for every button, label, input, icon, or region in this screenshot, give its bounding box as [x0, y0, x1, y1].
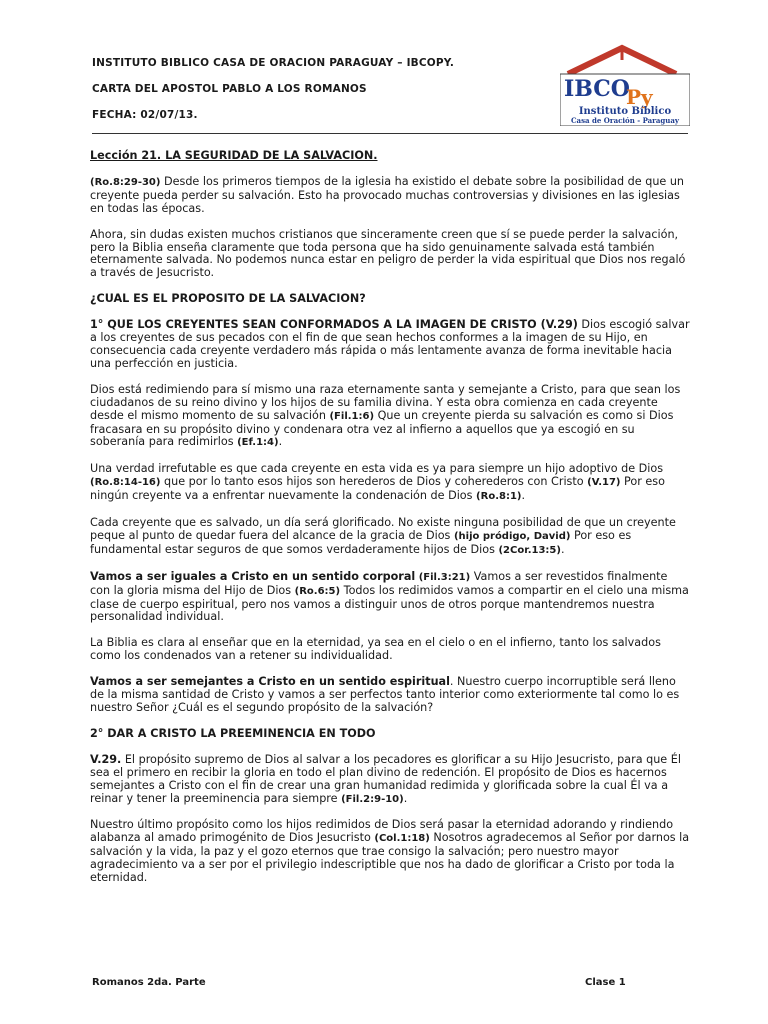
paragraph-text: Vamos a ser revestidos finalmente con la gloria misma del Hijo de Dios — [90, 569, 668, 597]
lead-phrase: Vamos a ser semejantes a Cristo en un sentido espiritual — [90, 675, 450, 689]
header-divider — [92, 133, 688, 134]
scripture-ref: (Ro.8:29-30) — [90, 176, 161, 188]
paragraph-text: Por eso es fundamental estar seguros de que somos verdaderamente hijos de Dios — [90, 528, 632, 556]
ibcopy-logo — [560, 44, 690, 126]
paragraph-intro — [90, 176, 690, 216]
lesson-title: Lección 21. LA SEGURIDAD DE LA SALVACION. — [90, 149, 378, 162]
paragraph-redemption — [90, 384, 690, 451]
paragraph-text: Dios está redimiendo para sí mismo una raza eternamente santa y semejante a Cristo, para que sean los ciudadanos de su reino divino y los hijos de su familia divina. Y esta obra comienza en cada creyente desde el mismo momento de su salvación — [90, 382, 681, 422]
paragraph-text: Todos los redimidos vamos a compartir en el cielo una misma clase de cuerpo espiritual, pero nos vamos a distinguir unos de otros porque mantendremos nuestra personalidad individual. — [90, 583, 689, 624]
scripture-ref: (Col.1:18) — [374, 833, 430, 845]
scripture-ref: (Ro.6:5) — [294, 585, 341, 597]
lead-phrase: Vamos a ser iguales a Cristo en un sentido corporal — [90, 569, 416, 583]
paragraph-text: Cada creyente que es salvado, un día será glorificado. No existe ninguna posibilidad de que un creyente peque al punto de quedar fuera del alcance de la gracia de Dios — [90, 516, 676, 542]
scripture-ref: (hijo pródigo, David) — [453, 530, 571, 542]
scripture-ref: (Ro.8:1) — [476, 491, 522, 503]
paragraph-text: Que un creyente pierda su salvación es como si Dios fracasara en su propósito divino y condenara otra vez al infierno a aquellos que ya escogió en su soberanía para redimirlos — [90, 408, 674, 449]
footer-class: Clase 1 — [585, 977, 626, 988]
logo-brand-suffix: Py — [626, 85, 653, 109]
paragraph-text: Una verdad irrefutable es que cada creyente en esta vida es ya para siempre un hijo adoptivo de Dios — [90, 462, 664, 476]
logo-brand-main: IBCO — [564, 76, 630, 102]
paragraph-section1 — [90, 319, 690, 371]
paragraph-text: . — [521, 489, 526, 503]
paragraph-glorified — [90, 517, 690, 558]
paragraph-adoption — [90, 463, 690, 504]
institute-header: INSTITUTO BIBLICO CASA DE ORACION PARAGUAY – IBCOPY. — [92, 57, 455, 69]
paragraph-individuality: La Biblia es clara al enseñar que en la eternidad, ya sea en el cielo o en el infierno, tanto los salvados como los condenados van a retener su individualidad. — [90, 636, 661, 663]
paragraph-text: El propósito supremo de Dios al salvar a los pecadores es glorificar a su Hijo Jesucristo, para que Él sea el primero en recibir la gloria en todo el plan divino de redención. El propósito de Dios es hacernos semejantes a Cristo con el fin de crear una gran humanidad redimida y glorificada sobre la cual Él va a reinar y tener la preeminencia para siempre — [90, 752, 681, 805]
paragraph-text: Nuestro último propósito como los hijos redimidos de Dios será pasar la eternidad adorando y rindiendo alabanza al amado primogénito de Dios Jesucristo — [90, 818, 674, 845]
lead-phrase: V.29. — [90, 752, 122, 766]
scripture-ref: (2Cor.13:5) — [498, 544, 561, 556]
scripture-ref: (Fil.1:6) — [329, 410, 375, 422]
paragraph-eternity — [90, 819, 690, 885]
lesson-body — [90, 150, 690, 898]
paragraph-text: Nosotros agradecemos al Señor por darnos la salvación y la vida, la paz y el gozo eternos que trae consigo la salvación; pero nuestro mayor agradecimiento va a ser por el privilegio indescriptible que nos ha dado de glorificar a Cristo por toda la eternidad. — [90, 831, 690, 885]
section1-heading: 1° QUE LOS CREYENTES SEAN CONFORMADOS A LA IMAGEN DE CRISTO (V.29) — [90, 318, 578, 332]
paragraph-text: Desde los primeros tiempos de la iglesia ha existido el debate sobre la posibilidad de que un creyente pueda perder su salvación. Esto ha provocado muchas controversias y divisiones en las iglesias en todas las épocas. — [90, 174, 685, 215]
footer-course: Romanos 2da. Parte — [92, 977, 206, 988]
paragraph-spiritual — [90, 676, 690, 715]
paragraph-text: que por lo tanto esos hijos son herederos de Dios y coherederos con Cristo — [160, 475, 588, 489]
letter-header: CARTA DEL APOSTOL PABLO A LOS ROMANOS — [92, 83, 367, 95]
date-header: FECHA: 02/07/13. — [92, 109, 198, 121]
paragraph-text: . Nuestro cuerpo incorruptible será lleno de la misma santidad de Cristo y vamos a ser perfectos tanto interior como exteriormente tal como lo es nuestro Señor ¿Cuál es el segundo propósito de la salvación? — [90, 675, 680, 714]
section-question: ¿CUAL ES EL PROPOSITO DE LA SALVACION? — [90, 292, 366, 306]
paragraph-assurance: Ahora, sin dudas existen muchos cristianos que sinceramente creen que sí se puede perder la salvación, pero la Biblia enseña claramente que toda persona que ha sido genuinamente salvada está también eternamente salvada. No podemos nunca estar en peligro de perder la vida espiritual que Dios nos regaló a través de Jesucristo. — [90, 227, 686, 280]
paragraph-text: . — [560, 542, 565, 556]
section2-heading: 2° DAR A CRISTO LA PREEMINENCIA EN TODO — [90, 726, 376, 740]
paragraph-corporal — [90, 571, 690, 625]
logo-line2: Casa de Oración - Paraguay — [570, 116, 680, 125]
logo-line1: Instituto Bíblico — [578, 106, 672, 117]
paragraph-text: Dios escogió salvar a los creyentes de sus pecados con el fin de que sean hechos conformes a la imagen de su Hijo, en consecuencia cada creyente verdadero más rápida o más lentamente avanza de forma inevitable hacia una perfección en justicia. — [90, 318, 690, 370]
paragraph-text: . — [403, 791, 408, 805]
scripture-ref: (V.17) — [587, 477, 621, 489]
paragraph-preeminence — [90, 754, 690, 807]
paragraph-text: Por eso ningún creyente va a enfrentar nuevamente la condenación de Dios — [90, 475, 665, 503]
scripture-ref: (Ef.1:4) — [237, 437, 279, 449]
paragraph-text: . — [278, 435, 283, 449]
scripture-ref: (Ro.8:14-16) — [90, 477, 161, 489]
scripture-ref: (Fil.3:21) — [415, 571, 471, 583]
scripture-ref: (Fil.2:9-10) — [341, 793, 404, 805]
